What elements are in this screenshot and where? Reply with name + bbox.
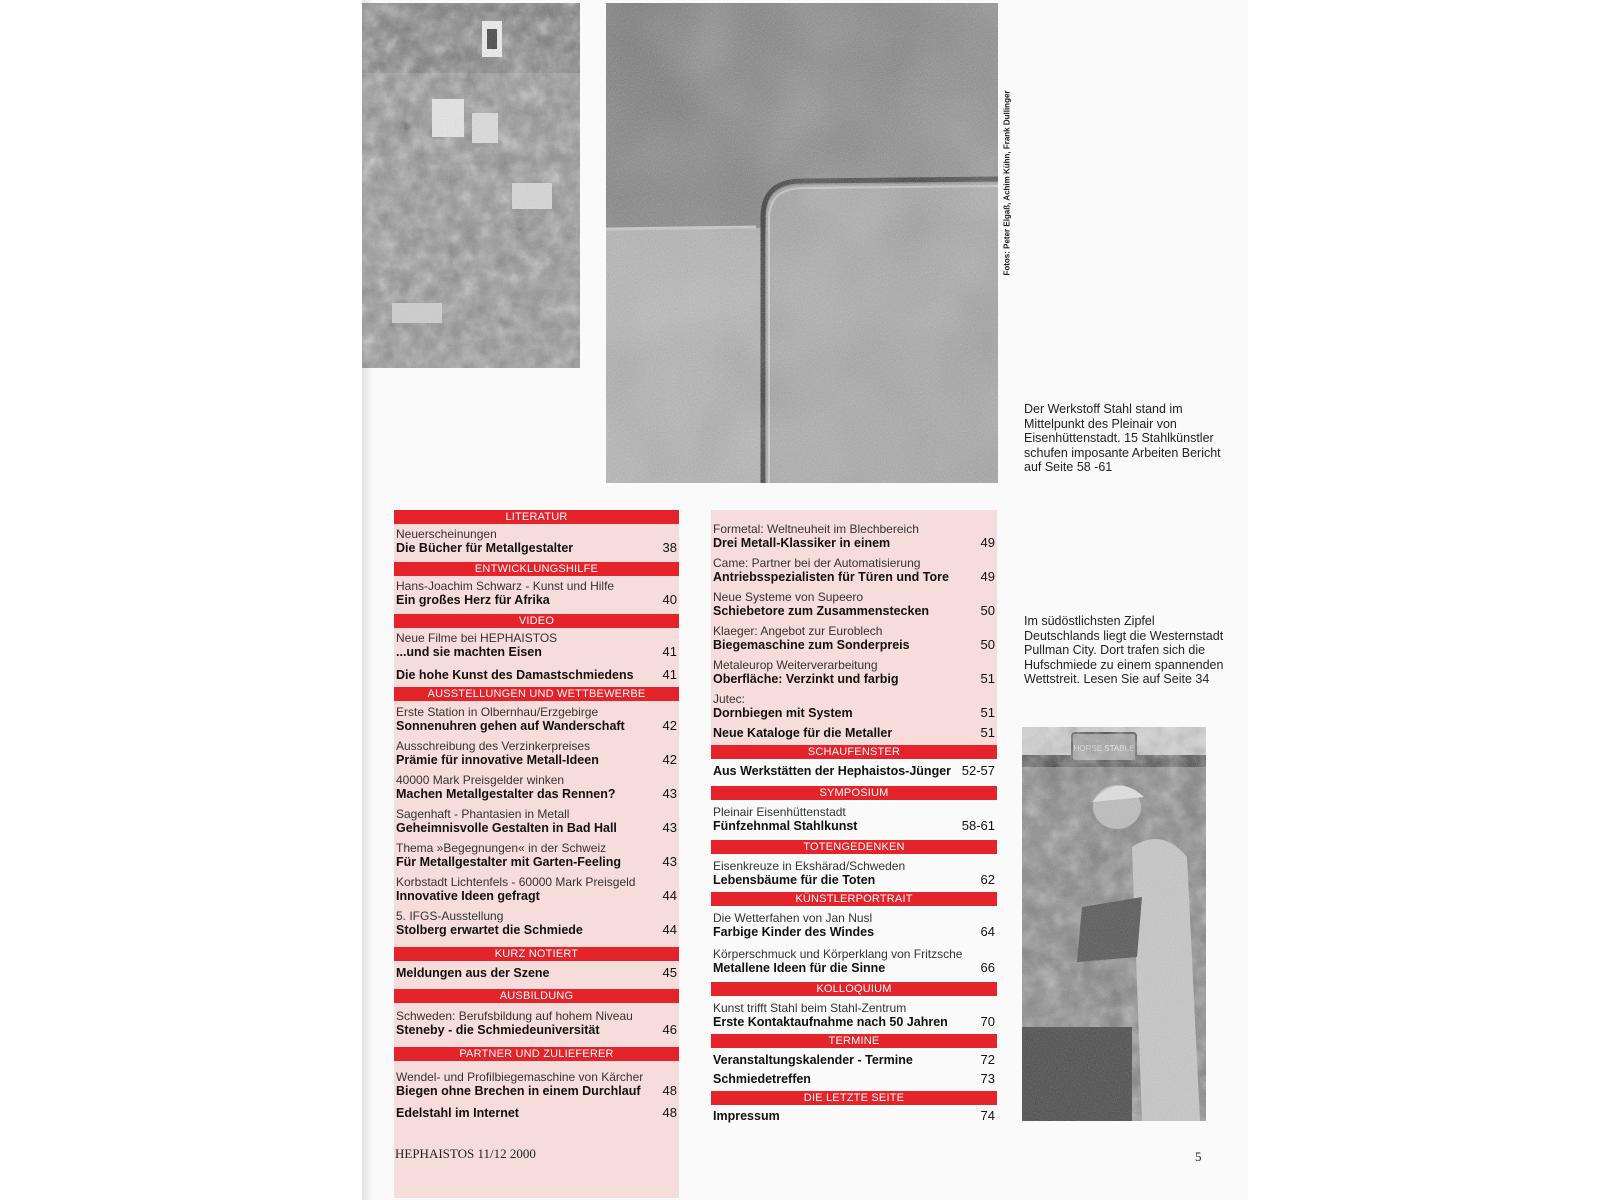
entry-title: Geheimnisvolle Gestalten in Bad Hall: [396, 821, 617, 835]
entry-page: 72: [980, 1052, 995, 1067]
entry-page: 49: [980, 569, 995, 584]
steel-surface-photo: [606, 3, 998, 483]
entry-subtitle: Die Wetterfahen von Jan Nusl: [713, 911, 873, 925]
entry-title: Meldungen aus der Szene: [396, 966, 550, 980]
entry-page: 73: [980, 1071, 995, 1086]
entry-page: 51: [980, 671, 995, 686]
entry-title: Die Bücher für Metallgestalter: [396, 541, 574, 555]
entry-title: Drei Metall-Klassiker in einem: [713, 536, 891, 550]
entry-title: Biegen ohne Brechen in einem Durchlauf: [396, 1084, 641, 1098]
entry-title: Schiebetore zum Zusammenstecken: [713, 604, 930, 618]
photo-credit: Fotos: Peter Elgaß, Achim Kühn, Frank Dullinger: [1002, 89, 1012, 276]
category-header: AUSSTELLUNGEN UND WETTBEWERBE: [394, 687, 679, 701]
entry-title: Metallene Ideen für die Sinne: [713, 961, 886, 975]
entry-page: 42: [662, 752, 677, 767]
entry-page: 46: [662, 1022, 677, 1037]
entry-title: Stolberg erwartet die Schmiede: [396, 923, 583, 937]
entry-page: 52-57: [961, 763, 995, 778]
entry-title: Impressum: [713, 1109, 780, 1123]
entry-subtitle: Kunst trifft Stahl beim Stahl-Zentrum: [713, 1001, 907, 1015]
entry-title: Für Metallgestalter mit Garten-Feeling: [396, 855, 622, 869]
entry-page: 48: [662, 1105, 677, 1120]
entry-page: 43: [662, 786, 677, 801]
entry-subtitle: Wendel- und Profilbiegemaschine von Kärcher: [396, 1070, 644, 1084]
entry-subtitle: Hans-Joachim Schwarz - Kunst und Hilfe: [396, 579, 615, 593]
entry-subtitle: 40000 Mark Preisgelder winken: [396, 773, 565, 787]
entry-page: 51: [980, 725, 995, 740]
entry-page: 50: [980, 603, 995, 618]
entry-page: 41: [662, 667, 677, 682]
entry-page: 50: [980, 637, 995, 652]
entry-page: 49: [980, 535, 995, 550]
entry-title: Neue Kataloge für die Metaller: [713, 726, 893, 740]
toc-column-left: [394, 510, 679, 1198]
entry-subtitle: Ausschreibung des Verzinkerpreises: [396, 739, 591, 753]
entry-page: 42: [662, 718, 677, 733]
entry-subtitle: Körperschmuck und Körperklang von Fritzsche: [713, 947, 963, 961]
blacksmith-photo: [1022, 727, 1206, 1121]
entry-subtitle: Klaeger: Angebot zur Euroblech: [713, 624, 883, 638]
entry-page: 43: [662, 854, 677, 869]
entry-title: Erste Kontaktaufnahme nach 50 Jahren: [713, 1015, 948, 1029]
entry-title: Edelstahl im Internet: [396, 1106, 519, 1120]
category-header: SCHAUFENSTER: [711, 745, 997, 759]
entry-page: 41: [662, 644, 677, 659]
entry-title: Machen Metallgestalter das Rennen?: [396, 787, 616, 801]
entry-subtitle: 5. IFGS-Ausstellung: [396, 909, 504, 923]
entry-title: Schmiedetreffen: [713, 1072, 811, 1086]
entry-page: 48: [662, 1083, 677, 1098]
entry-subtitle: Erste Station in Olbernhau/Erzgebirge: [396, 705, 599, 719]
category-header: VIDEO: [394, 614, 679, 628]
entry-title: Die hohe Kunst des Damastschmiedens: [396, 668, 634, 682]
entry-title: Farbige Kinder des Windes: [713, 925, 875, 939]
category-header: KURZ NOTIERT: [394, 947, 679, 961]
entry-subtitle: Metaleurop Weiterverarbeitung: [713, 658, 878, 672]
entry-page: 74: [980, 1108, 995, 1123]
entry-subtitle: Came: Partner bei der Automatisierung: [713, 556, 921, 570]
entry-title: Oberfläche: Verzinkt und farbig: [713, 672, 899, 686]
category-header: LITERATUR: [394, 510, 679, 524]
entry-page: 64: [980, 924, 995, 939]
entry-page: 38: [662, 540, 677, 555]
entry-subtitle: Schweden: Berufsbildung auf hohem Niveau: [396, 1009, 633, 1023]
entry-title: Innovative Ideen gefragt: [396, 889, 540, 903]
entry-page: 44: [662, 922, 677, 937]
entry-page: 51: [980, 705, 995, 720]
category-header: ENTWICKLUNGSHILFE: [394, 562, 679, 576]
entry-page: 70: [980, 1014, 995, 1029]
entry-subtitle: Neuerscheinungen: [396, 527, 497, 541]
entry-page: 44: [662, 888, 677, 903]
entry-subtitle: Korbstadt Lichtenfels - 60000 Mark Preisgeld: [396, 875, 636, 889]
entry-subtitle: Jutec:: [713, 692, 746, 706]
entry-title: Antriebsspezialisten für Türen und Tore: [713, 570, 949, 584]
category-header: TOTENGEDENKEN: [711, 840, 997, 854]
entry-page: 45: [662, 965, 677, 980]
entry-title: Veranstaltungskalender - Termine: [713, 1053, 913, 1067]
entry-title: Dornbiegen mit System: [713, 706, 853, 720]
category-header: KOLLOQUIUM: [711, 982, 997, 996]
steel-photo-caption: Der Werkstoff Stahl stand im Mittelpunkt des Pleinair von Eisenhüttenstadt. 15 Stahlkünstler schufen imposante Arbeiten Bericht auf Seite 58 -61: [1024, 402, 1221, 474]
entry-title: Ein großes Herz für Afrika: [396, 593, 550, 607]
entry-subtitle: Sagenhaft - Phantasien in Metall: [396, 807, 570, 821]
crowd-photo: [362, 3, 580, 368]
category-header: PARTNER UND ZULIEFERER: [394, 1047, 679, 1061]
entry-subtitle: Neue Systeme von Supeero: [713, 590, 864, 604]
entry-page: 58-61: [961, 818, 995, 833]
magazine-issue-footer: HEPHAISTOS 11/12 2000: [395, 1146, 536, 1161]
entry-title: Aus Werkstätten der Hephaistos-Jünger: [713, 764, 952, 778]
entry-title: ...und sie machten Eisen: [396, 645, 542, 659]
page-number: 5: [1195, 1149, 1202, 1164]
entry-title: Sonnenuhren gehen auf Wanderschaft: [396, 719, 625, 733]
entry-subtitle: Formetal: Weltneuheit im Blechbereich: [713, 522, 919, 536]
entry-page: 43: [662, 820, 677, 835]
entry-subtitle: Neue Filme bei HEPHAISTOS: [396, 631, 558, 645]
category-header: KÜNSTLERPORTRAIT: [711, 892, 997, 906]
category-header: TERMINE: [711, 1034, 997, 1048]
entry-subtitle: Eisenkreuze in Ekshärad/Schweden: [713, 859, 906, 873]
entry-page: 62: [980, 872, 995, 887]
entry-title: Lebensbäume für die Toten: [713, 873, 876, 887]
entry-page: 66: [980, 960, 995, 975]
entry-title: Fünfzehnmal Stahlkunst: [713, 819, 858, 833]
entry-title: Steneby - die Schmiedeuniversität: [396, 1023, 600, 1037]
entry-subtitle: Thema »Begegnungen« in der Schweiz: [396, 841, 607, 855]
category-header: AUSBILDUNG: [394, 989, 679, 1003]
smith-photo-caption: Im südöstlichsten Zipfel Deutschlands liegt die Westernstadt Pullman City. Dort trafen sich die Hufschmiede zu einem spannenden Wettstreit. Lesen Sie auf Seite 34: [1024, 614, 1224, 686]
toc-column-right: [711, 522, 997, 1122]
category-header: DIE LETZTE SEITE: [711, 1091, 997, 1105]
entry-page: 40: [662, 592, 677, 607]
category-header: SYMPOSIUM: [711, 786, 997, 800]
entry-title: Biegemaschine zum Sonderpreis: [713, 638, 910, 652]
entry-subtitle: Pleinair Eisenhüttenstadt: [713, 805, 846, 819]
entry-title: Prämie für innovative Metall-Ideen: [396, 753, 599, 767]
